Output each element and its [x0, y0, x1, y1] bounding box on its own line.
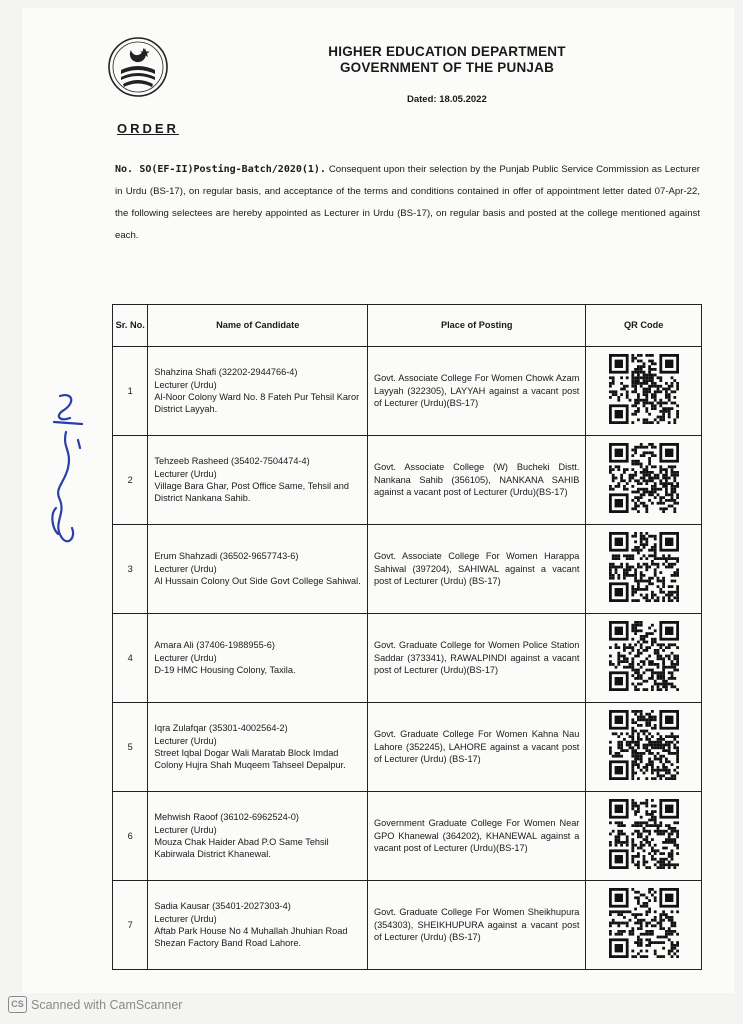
- candidate-address: Mouza Chak Haider Abad P.O Same Tehsil Kabirwala District Khanewal.: [154, 837, 329, 860]
- qr-code-icon: [609, 532, 679, 602]
- candidate-address: Al-Noor Colony Ward No. 8 Fateh Pur Tehsil Karor District Layyah.: [154, 392, 360, 415]
- scanner-footer-text: Scanned with CamScanner: [31, 997, 183, 1012]
- handwritten-signature: [42, 388, 92, 558]
- date-line: Dated: 18.05.2022: [407, 94, 487, 105]
- candidate-cell: [148, 525, 368, 614]
- posting-place: Govt. Graduate College for Women Police Station Saddar (373341), RAWALPINDI against a vacant post of Lecturer (Urdu)(BS-17): [368, 614, 586, 703]
- qr-cell: [586, 703, 702, 792]
- table-row: [113, 525, 702, 614]
- table-row: [113, 614, 702, 703]
- qr-cell: [586, 881, 702, 970]
- qr-cell: [586, 792, 702, 881]
- qr-cell: [586, 614, 702, 703]
- posting-place: Govt. Graduate College For Women Sheikhupura (354303), SHEIKHUPURA against a vacant post of Lecturer (Urdu) (BS-17): [368, 881, 586, 970]
- candidate-designation: Lecturer (Urdu): [154, 913, 217, 924]
- government-name: GOVERNMENT OF THE PUNJAB: [339, 60, 555, 75]
- sr-number: 2: [113, 436, 148, 525]
- candidate-address: Village Bara Ghar, Post Office Same, Tehsil and District Nankana Sahib.: [154, 481, 349, 504]
- order-heading: ORDER: [117, 121, 179, 136]
- scanner-footer: [8, 996, 182, 1013]
- sr-number: 1: [113, 347, 148, 436]
- candidate-designation: Lecturer (Urdu): [154, 468, 217, 479]
- document-page: [22, 8, 734, 993]
- candidate-cell: [148, 614, 368, 703]
- candidate-cell: [148, 347, 368, 436]
- table-row: [113, 347, 702, 436]
- candidate-name: Erum Shahzadi (36502-9657743-6): [154, 551, 299, 562]
- qr-code-icon: [609, 354, 679, 424]
- col-header-name: Name of Candidate: [148, 305, 368, 347]
- qr-code-icon: [609, 443, 679, 513]
- candidate-designation: Lecturer (Urdu): [154, 735, 217, 746]
- posting-place: Govt. Associate College For Women Harappa Sahiwal (397204), SAHIWAL against a vacant post of Lecturer (Urdu) (BS-17): [368, 525, 586, 614]
- qr-cell: [586, 525, 702, 614]
- candidate-name: Amara Ali (37406-1988955-6): [154, 640, 275, 651]
- candidate-address: D-19 HMC Housing Colony, Taxila.: [154, 665, 296, 676]
- posting-place: Govt. Associate College For Women Chowk Azam Layyah (322305), LAYYAH against a vacant post of Lecturer (Urdu)(BS-17): [368, 347, 586, 436]
- candidate-address: Aftab Park House No 4 Muhallah Jhuhian Road Shezan Factory Band Road Lahore.: [154, 926, 348, 949]
- col-header-sr: Sr. No.: [113, 305, 148, 347]
- candidate-cell: [148, 881, 368, 970]
- candidate-cell: [148, 792, 368, 881]
- qr-cell: [586, 347, 702, 436]
- camscanner-icon: CS: [8, 996, 27, 1013]
- qr-code-icon: [609, 799, 679, 869]
- candidate-designation: Lecturer (Urdu): [154, 652, 217, 663]
- posting-table: [112, 304, 702, 970]
- table-row: [113, 792, 702, 881]
- candidate-designation: Lecturer (Urdu): [154, 824, 217, 835]
- qr-code-icon: [609, 621, 679, 691]
- candidate-name: Iqra Zulafqar (35301-4002564-2): [154, 723, 288, 734]
- candidate-address: Al Hussain Colony Out Side Govt College Sahiwal.: [154, 576, 361, 587]
- posting-place: Govt. Graduate College For Women Kahna Nau Lahore (352245), LAHORE against a vacant post of Lecturer (Urdu) (BS-17): [368, 703, 586, 792]
- sr-number: 4: [113, 614, 148, 703]
- posting-place: Government Graduate College For Women Near GPO Khanewal (364202), KHANEWAL against a vacant post of Lecturer (Urdu)(BS-17): [368, 792, 586, 881]
- posting-place: Govt. Associate College (W) Bucheki Distt. Nankana Sahib (356105), NANKANA SAHIB against a vacant post of Lecturer (Urdu)(BS-17): [368, 436, 586, 525]
- candidate-name: Tehzeeb Rasheed (35402-7504474-4): [154, 456, 310, 467]
- sr-number: 7: [113, 881, 148, 970]
- candidate-cell: [148, 436, 368, 525]
- punjab-emblem-icon: [107, 36, 169, 98]
- table-row: [113, 703, 702, 792]
- candidate-address: Street Iqbal Dogar Wali Maratab Block Imdad Colony Hujra Shah Muqeem Tahseel Depalpur.: [154, 748, 346, 771]
- qr-code-icon: [609, 888, 679, 958]
- qr-cell: [586, 436, 702, 525]
- letterhead: [252, 44, 642, 76]
- sr-number: 3: [113, 525, 148, 614]
- col-header-qr: QR Code: [586, 305, 702, 347]
- candidate-name: Mehwish Raoof (36102-6962524-0): [154, 812, 299, 823]
- col-header-place: Place of Posting: [368, 305, 586, 347]
- sr-number: 5: [113, 703, 148, 792]
- table-row: [113, 436, 702, 525]
- candidate-cell: [148, 703, 368, 792]
- order-paragraph: [115, 159, 700, 247]
- order-reference: No. SO(EF-II)Posting-Batch/2020(1).: [115, 164, 326, 175]
- department-name: HIGHER EDUCATION DEPARTMENT: [328, 44, 566, 59]
- candidate-designation: Lecturer (Urdu): [154, 563, 217, 574]
- candidate-designation: Lecturer (Urdu): [154, 379, 217, 390]
- qr-code-icon: [609, 710, 679, 780]
- order-body: Consequent upon their selection by the Punjab Public Service Commission as Lecturer in Urdu (BS-17), on regular basis, and acceptance of the terms and conditions contained in offer of appointment letter dated 07-Apr-22, the following selectees are hereby appointed as Lecturer in Urdu (BS-17), on regular basis and posted at the college mentioned against each.: [115, 164, 700, 241]
- sr-number: 6: [113, 792, 148, 881]
- candidate-name: Shahzina Shafi (32202-2944766-4): [154, 367, 298, 378]
- table-row: [113, 881, 702, 970]
- candidate-name: Sadia Kausar (35401-2027303-4): [154, 901, 291, 912]
- table-header-row: [113, 305, 702, 347]
